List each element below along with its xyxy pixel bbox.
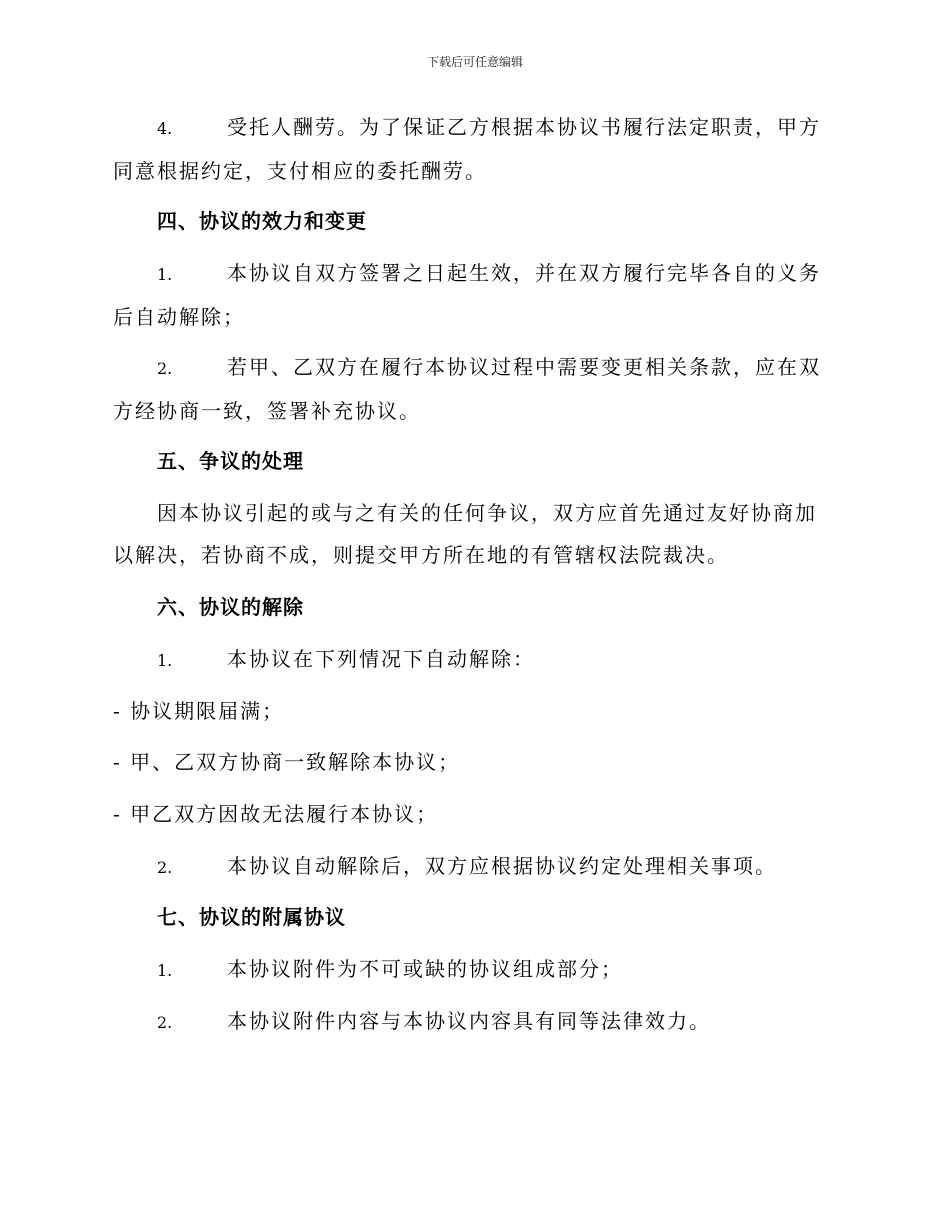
bullet-item: - 协议期限届满； <box>113 699 285 723</box>
clause-text: 本协议附件为不可或缺的协议组成部分； <box>227 957 623 981</box>
clause-5-text: 因本协议引起的或与之有关的任何争议，双方应首先通过友好协商加以解决，若协商不成，则提交甲方所在地的有管辖权法院裁决。 <box>113 501 817 567</box>
bullet-item: - 甲乙双方因故无法履行本协议； <box>113 802 439 826</box>
clause-number: 2. <box>157 359 173 378</box>
clause-4-1 <box>113 252 833 338</box>
clause-number: 2. <box>157 1013 173 1032</box>
clause-text: 本协议在下列情况下自动解除： <box>227 647 535 671</box>
section-heading-7: 七、协议的附属协议 <box>157 905 346 929</box>
clause-4-2 <box>113 346 833 432</box>
clause-number: 2. <box>157 858 173 877</box>
page-header: 下载后可任意编辑 <box>426 55 523 69</box>
clause-6-1 <box>113 638 833 682</box>
section-heading-4: 四、协议的效力和变更 <box>157 209 367 233</box>
clause-number: 1. <box>157 651 173 670</box>
clause-text: 本协议自双方签署之日起生效，并在双方履行完毕各自的义务后自动解除； <box>113 261 821 329</box>
clause-text: 本协议附件内容与本协议内容具有同等法律效力。 <box>227 1009 711 1033</box>
clause-text: 本协议自动解除后，双方应根据协议约定处理相关事项。 <box>227 854 777 878</box>
section-heading-5: 五、争议的处理 <box>157 449 304 473</box>
clause-7-2 <box>113 1000 833 1044</box>
clause-6-2 <box>113 845 833 889</box>
clause-number: 1. <box>157 961 173 980</box>
bullet-item: - 甲、乙双方协商一致解除本协议； <box>113 750 461 774</box>
clause-number: 1. <box>157 265 173 284</box>
clause-4-remuneration <box>113 106 833 192</box>
section-heading-6: 六、协议的解除 <box>157 595 304 619</box>
clause-number: 4. <box>157 119 173 138</box>
clause-text: 受托人酬劳。为了保证乙方根据本协议书履行法定职责，甲方同意根据约定，支付相应的委托酬劳。 <box>113 115 821 183</box>
clause-text: 若甲、乙双方在履行本协议过程中需要变更相关条款，应在双方经协商一致，签署补充协议。 <box>113 355 821 423</box>
clause-7-1 <box>113 948 833 992</box>
